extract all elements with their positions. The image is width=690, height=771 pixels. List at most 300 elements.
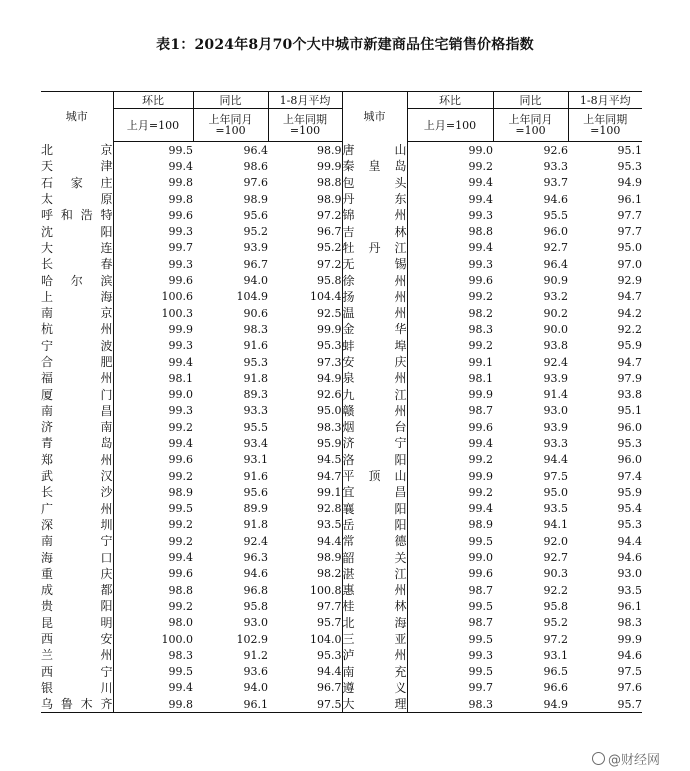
index-value: 93.9 — [243, 241, 268, 255]
city-name: 乌鲁木齐 — [41, 697, 113, 712]
index-value: 100.8 — [310, 583, 342, 597]
index-value: 95.3 — [243, 355, 268, 369]
index-value: 95.3 — [617, 159, 642, 173]
index-value: 96.1 — [617, 192, 642, 206]
table-row — [41, 549, 642, 565]
table-row — [41, 419, 642, 435]
city-name: 安庆 — [342, 355, 407, 369]
city-name: 泸州 — [342, 648, 407, 663]
index-value: 104.9 — [236, 290, 268, 304]
index-value: 92.9 — [617, 274, 642, 288]
index-value: 97.2 — [317, 208, 342, 222]
table-row — [41, 142, 642, 159]
index-value: 99.4 — [113, 680, 193, 696]
index-value: 93.1 — [543, 648, 568, 662]
table-row — [41, 566, 642, 582]
index-value: 93.9 — [543, 420, 568, 434]
index-value: 99.2 — [113, 468, 193, 484]
index-value: 99.5 — [407, 664, 493, 680]
index-value: 98.2 — [407, 305, 493, 321]
index-value: 95.7 — [568, 696, 642, 713]
city-name: 南京 — [41, 306, 113, 321]
index-value: 99.2 — [113, 419, 193, 435]
city-name: 福州 — [41, 371, 113, 386]
index-value: 98.7 — [407, 403, 493, 419]
index-value: 95.2 — [317, 241, 342, 255]
index-value: 99.5 — [407, 533, 493, 549]
index-value: 99.6 — [113, 207, 193, 223]
index-value: 97.9 — [617, 371, 642, 385]
table-row — [41, 338, 642, 354]
index-value: 99.0 — [407, 549, 493, 565]
index-value: 99.3 — [113, 403, 193, 419]
index-value: 93.8 — [617, 388, 642, 402]
index-value: 99.5 — [407, 631, 493, 647]
city-name: 银川 — [41, 680, 113, 695]
index-value: 89.9 — [243, 502, 268, 516]
index-value: 99.9 — [317, 322, 342, 336]
index-value: 92.8 — [317, 502, 342, 516]
index-value: 92.2 — [543, 583, 568, 597]
city-name: 无锡 — [342, 257, 407, 272]
city-name: 韶关 — [342, 550, 407, 565]
city-name: 岳阳 — [342, 517, 407, 532]
index-value: 97.4 — [617, 469, 642, 483]
table-row — [41, 272, 642, 288]
index-value: 99.9 — [617, 632, 642, 646]
city-name: 济宁 — [342, 436, 407, 451]
index-value: 95.9 — [317, 436, 342, 450]
city-name: 呼和浩特 — [41, 208, 113, 223]
table-row — [41, 631, 642, 647]
watermark: @财经网 — [592, 749, 660, 768]
index-value: 99.7 — [113, 240, 193, 256]
index-value: 95.3 — [317, 339, 342, 353]
index-value: 95.8 — [543, 599, 568, 613]
index-value: 98.6 — [243, 159, 268, 173]
index-value: 99.4 — [113, 435, 193, 451]
index-value: 99.4 — [407, 240, 493, 256]
city-name: 包头 — [342, 175, 407, 190]
index-value: 94.0 — [243, 274, 268, 288]
index-value: 98.9 — [113, 484, 193, 500]
avg-base-left: 上年同期 =100 — [268, 109, 342, 142]
index-value: 91.2 — [243, 648, 268, 662]
city-name: 泉州 — [342, 371, 407, 386]
index-value: 94.4 — [317, 534, 342, 548]
city-name: 锦州 — [342, 208, 407, 223]
table-row — [41, 370, 642, 386]
index-value: 99.4 — [407, 501, 493, 517]
index-value: 99.7 — [407, 680, 493, 696]
index-value: 97.7 — [317, 599, 342, 613]
index-value: 99.6 — [407, 272, 493, 288]
index-value: 95.5 — [543, 208, 568, 222]
city-name: 广州 — [41, 501, 113, 516]
index-value: 97.5 — [617, 665, 642, 679]
city-name: 大理 — [342, 697, 407, 712]
index-value: 94.9 — [617, 176, 642, 190]
index-value: 95.2 — [543, 616, 568, 630]
city-name: 昆明 — [41, 615, 113, 630]
index-value: 95.8 — [243, 599, 268, 613]
index-value: 99.3 — [407, 256, 493, 272]
city-name: 长春 — [41, 257, 113, 272]
index-value: 99.2 — [113, 517, 193, 533]
index-value: 99.4 — [407, 175, 493, 191]
index-value: 100.6 — [113, 289, 193, 305]
index-value: 99.8 — [113, 175, 193, 191]
city-name: 北京 — [41, 142, 113, 157]
index-value: 99.1 — [317, 485, 342, 499]
index-value: 98.7 — [407, 615, 493, 631]
index-value: 99.4 — [113, 354, 193, 370]
index-value: 94.6 — [243, 567, 268, 581]
city-name: 厦门 — [41, 387, 113, 402]
city-header-left: 城市 — [41, 92, 113, 142]
table-row — [41, 696, 642, 713]
index-value: 96.4 — [243, 143, 268, 157]
city-name: 蚌埠 — [342, 338, 407, 353]
index-value: 100.0 — [113, 631, 193, 647]
index-value: 95.1 — [617, 404, 642, 418]
index-value: 92.7 — [543, 551, 568, 565]
index-value: 99.5 — [113, 664, 193, 680]
table-row — [41, 664, 642, 680]
index-value: 99.2 — [407, 484, 493, 500]
table-row — [41, 598, 642, 614]
city-name: 桂林 — [342, 599, 407, 614]
index-value: 99.5 — [113, 501, 193, 517]
price-index-table — [41, 91, 642, 713]
index-value: 98.8 — [317, 176, 342, 190]
city-name: 天津 — [41, 159, 113, 174]
city-name: 平顶山 — [342, 469, 407, 484]
index-value: 94.4 — [617, 534, 642, 548]
city-name: 沈阳 — [41, 224, 113, 239]
index-value: 99.3 — [113, 223, 193, 239]
index-value: 94.0 — [243, 681, 268, 695]
table-row — [41, 533, 642, 549]
city-name: 三亚 — [342, 632, 407, 647]
city-name: 襄阳 — [342, 501, 407, 516]
index-value: 97.6 — [243, 176, 268, 190]
table-row — [41, 680, 642, 696]
index-value: 99.4 — [113, 158, 193, 174]
table-row — [41, 403, 642, 419]
index-value: 92.6 — [317, 388, 342, 402]
index-value: 97.3 — [317, 355, 342, 369]
index-value: 97.5 — [543, 469, 568, 483]
city-name: 深圳 — [41, 517, 113, 532]
avg-base-right: 上年同期 =100 — [568, 109, 642, 142]
index-value: 102.9 — [236, 632, 268, 646]
index-value: 93.1 — [243, 453, 268, 467]
index-value: 92.4 — [543, 355, 568, 369]
index-value: 98.2 — [317, 567, 342, 581]
index-value: 94.9 — [493, 696, 568, 713]
index-value: 99.0 — [113, 386, 193, 402]
index-value: 98.9 — [317, 192, 342, 206]
index-value: 99.2 — [407, 338, 493, 354]
city-name: 扬州 — [342, 289, 407, 304]
index-value: 98.7 — [407, 582, 493, 598]
index-value: 94.1 — [543, 518, 568, 532]
index-value: 90.6 — [243, 306, 268, 320]
index-value: 97.0 — [617, 257, 642, 271]
index-value: 91.6 — [243, 469, 268, 483]
index-value: 97.5 — [268, 696, 342, 713]
index-value: 93.3 — [543, 436, 568, 450]
index-value: 94.7 — [617, 290, 642, 304]
index-value: 95.7 — [317, 616, 342, 630]
index-value: 98.3 — [407, 321, 493, 337]
index-value: 94.7 — [617, 355, 642, 369]
city-name: 青岛 — [41, 436, 113, 451]
table-row — [41, 289, 642, 305]
table-row — [41, 223, 642, 239]
table-row — [41, 582, 642, 598]
index-value: 93.3 — [543, 159, 568, 173]
city-name: 太原 — [41, 192, 113, 207]
city-name: 牡丹江 — [342, 240, 407, 255]
index-value: 95.2 — [243, 225, 268, 239]
index-value: 92.5 — [317, 306, 342, 320]
table-row — [41, 256, 642, 272]
index-value: 95.3 — [317, 648, 342, 662]
index-value: 90.9 — [543, 274, 568, 288]
index-value: 93.9 — [543, 371, 568, 385]
index-value: 93.5 — [317, 518, 342, 532]
city-name: 烟台 — [342, 420, 407, 435]
city-header-right: 城市 — [342, 92, 407, 142]
index-value: 95.6 — [243, 208, 268, 222]
city-name: 贵阳 — [41, 599, 113, 614]
yoy-base-right: 上年同月 =100 — [493, 109, 568, 142]
city-name: 郑州 — [41, 452, 113, 467]
index-value: 99.9 — [407, 386, 493, 402]
table-row — [41, 240, 642, 256]
index-value: 98.3 — [113, 647, 193, 663]
index-value: 94.6 — [543, 192, 568, 206]
city-name: 济南 — [41, 420, 113, 435]
table-row — [41, 615, 642, 631]
index-value: 93.8 — [543, 339, 568, 353]
index-value: 95.4 — [617, 502, 642, 516]
index-value: 99.9 — [113, 321, 193, 337]
index-value: 99.6 — [113, 452, 193, 468]
index-value: 99.3 — [113, 256, 193, 272]
index-value: 99.8 — [113, 191, 193, 207]
table-row — [41, 484, 642, 500]
index-value: 99.3 — [407, 207, 493, 223]
index-value: 94.6 — [617, 551, 642, 565]
index-value: 96.7 — [317, 225, 342, 239]
index-value: 99.2 — [113, 533, 193, 549]
city-name: 南昌 — [41, 403, 113, 418]
index-value: 91.4 — [543, 388, 568, 402]
index-value: 94.4 — [543, 453, 568, 467]
index-value: 98.9 — [317, 551, 342, 565]
index-value: 91.8 — [243, 371, 268, 385]
city-name: 温州 — [342, 306, 407, 321]
index-value: 92.7 — [543, 241, 568, 255]
index-value: 96.0 — [543, 225, 568, 239]
index-value: 99.8 — [113, 696, 193, 713]
index-value: 94.6 — [617, 648, 642, 662]
index-value: 95.5 — [243, 420, 268, 434]
index-value: 94.7 — [317, 469, 342, 483]
index-value: 97.2 — [317, 257, 342, 271]
index-value: 95.9 — [617, 485, 642, 499]
index-value: 96.6 — [543, 681, 568, 695]
city-name: 常德 — [342, 534, 407, 549]
index-value: 99.5 — [407, 598, 493, 614]
table-row — [41, 354, 642, 370]
index-value: 92.0 — [543, 534, 568, 548]
yoy-header-left: 同比 — [193, 92, 268, 109]
index-value: 93.3 — [243, 404, 268, 418]
index-value: 99.3 — [113, 338, 193, 354]
city-name: 徐州 — [342, 273, 407, 288]
index-value: 94.2 — [617, 306, 642, 320]
city-name: 上海 — [41, 289, 113, 304]
index-value: 98.3 — [317, 420, 342, 434]
city-name: 西安 — [41, 632, 113, 647]
index-value: 96.7 — [243, 257, 268, 271]
index-value: 95.0 — [617, 241, 642, 255]
index-value: 95.9 — [617, 339, 642, 353]
index-value: 99.9 — [317, 159, 342, 173]
index-value: 93.5 — [543, 502, 568, 516]
index-value: 95.1 — [617, 143, 642, 157]
table-row — [41, 191, 642, 207]
index-value: 93.4 — [243, 436, 268, 450]
index-value: 99.6 — [113, 566, 193, 582]
city-name: 海口 — [41, 550, 113, 565]
table-row — [41, 207, 642, 223]
city-name: 大连 — [41, 240, 113, 255]
city-name: 合肥 — [41, 355, 113, 369]
index-value: 98.9 — [317, 143, 342, 157]
index-value: 93.0 — [617, 567, 642, 581]
city-name: 哈尔滨 — [41, 273, 113, 288]
index-value: 99.5 — [113, 142, 193, 159]
city-name: 赣州 — [342, 403, 407, 418]
index-value: 98.3 — [243, 322, 268, 336]
city-name: 重庆 — [41, 566, 113, 581]
table-row — [41, 175, 642, 191]
table-row — [41, 305, 642, 321]
table-row — [41, 452, 642, 468]
city-name: 遵义 — [342, 680, 407, 695]
index-value: 95.0 — [543, 485, 568, 499]
city-name: 洛阳 — [342, 452, 407, 467]
table-row — [41, 647, 642, 663]
index-value: 96.5 — [543, 665, 568, 679]
index-value: 98.1 — [113, 370, 193, 386]
city-name: 湛江 — [342, 566, 407, 581]
index-value: 99.6 — [113, 272, 193, 288]
index-value: 98.1 — [407, 370, 493, 386]
mom-base-left: 上月=100 — [113, 109, 193, 142]
index-value: 97.6 — [617, 681, 642, 695]
index-value: 96.8 — [243, 583, 268, 597]
city-name: 兰州 — [41, 648, 113, 663]
index-value: 91.6 — [243, 339, 268, 353]
city-name: 九江 — [342, 387, 407, 402]
index-value: 92.4 — [243, 534, 268, 548]
city-name: 金华 — [342, 322, 407, 337]
index-value: 98.3 — [407, 696, 493, 713]
city-name: 吉林 — [342, 224, 407, 239]
index-value: 93.0 — [543, 404, 568, 418]
index-value: 99.9 — [407, 468, 493, 484]
city-name: 南充 — [342, 664, 407, 679]
index-value: 104.4 — [310, 290, 342, 304]
table-row — [41, 158, 642, 174]
table-row — [41, 517, 642, 533]
table-row — [41, 435, 642, 451]
index-value: 98.0 — [113, 615, 193, 631]
index-value: 99.6 — [407, 566, 493, 582]
index-value: 96.0 — [617, 420, 642, 434]
city-name: 杭州 — [41, 322, 113, 337]
index-value: 89.3 — [243, 388, 268, 402]
index-value: 97.7 — [617, 225, 642, 239]
index-value: 94.9 — [317, 371, 342, 385]
index-value: 95.0 — [317, 404, 342, 418]
index-value: 93.7 — [543, 176, 568, 190]
city-name: 丹东 — [342, 192, 407, 207]
index-value: 98.8 — [407, 223, 493, 239]
index-value: 99.3 — [407, 647, 493, 663]
city-name: 宜昌 — [342, 485, 407, 500]
city-name: 宁波 — [41, 338, 113, 353]
index-value: 104.0 — [310, 632, 342, 646]
index-value: 99.2 — [407, 289, 493, 305]
index-value: 96.4 — [543, 257, 568, 271]
city-name: 成都 — [41, 583, 113, 598]
table-title: 表1：2024年8月70个大中城市新建商品住宅销售价格指数 — [156, 37, 534, 53]
index-value: 95.3 — [617, 518, 642, 532]
table-row — [41, 501, 642, 517]
yoy-header-right: 同比 — [493, 92, 568, 109]
index-value: 93.6 — [243, 665, 268, 679]
index-value: 99.4 — [113, 549, 193, 565]
index-value: 91.8 — [243, 518, 268, 532]
table-row — [41, 386, 642, 402]
index-value: 92.2 — [617, 322, 642, 336]
index-value: 90.3 — [543, 567, 568, 581]
index-value: 93.5 — [617, 583, 642, 597]
city-name: 北海 — [342, 615, 407, 630]
index-value: 99.2 — [407, 158, 493, 174]
city-name: 长沙 — [41, 485, 113, 500]
index-value: 99.4 — [407, 435, 493, 451]
index-value: 97.2 — [543, 632, 568, 646]
table-row — [41, 468, 642, 484]
table-body — [41, 142, 642, 713]
index-value: 93.0 — [243, 616, 268, 630]
table-row — [41, 321, 642, 337]
index-value: 96.1 — [193, 696, 268, 713]
city-name: 惠州 — [342, 583, 407, 598]
city-name: 南宁 — [41, 534, 113, 549]
city-name: 武汉 — [41, 469, 113, 484]
index-value: 100.3 — [113, 305, 193, 321]
index-value: 96.7 — [317, 681, 342, 695]
